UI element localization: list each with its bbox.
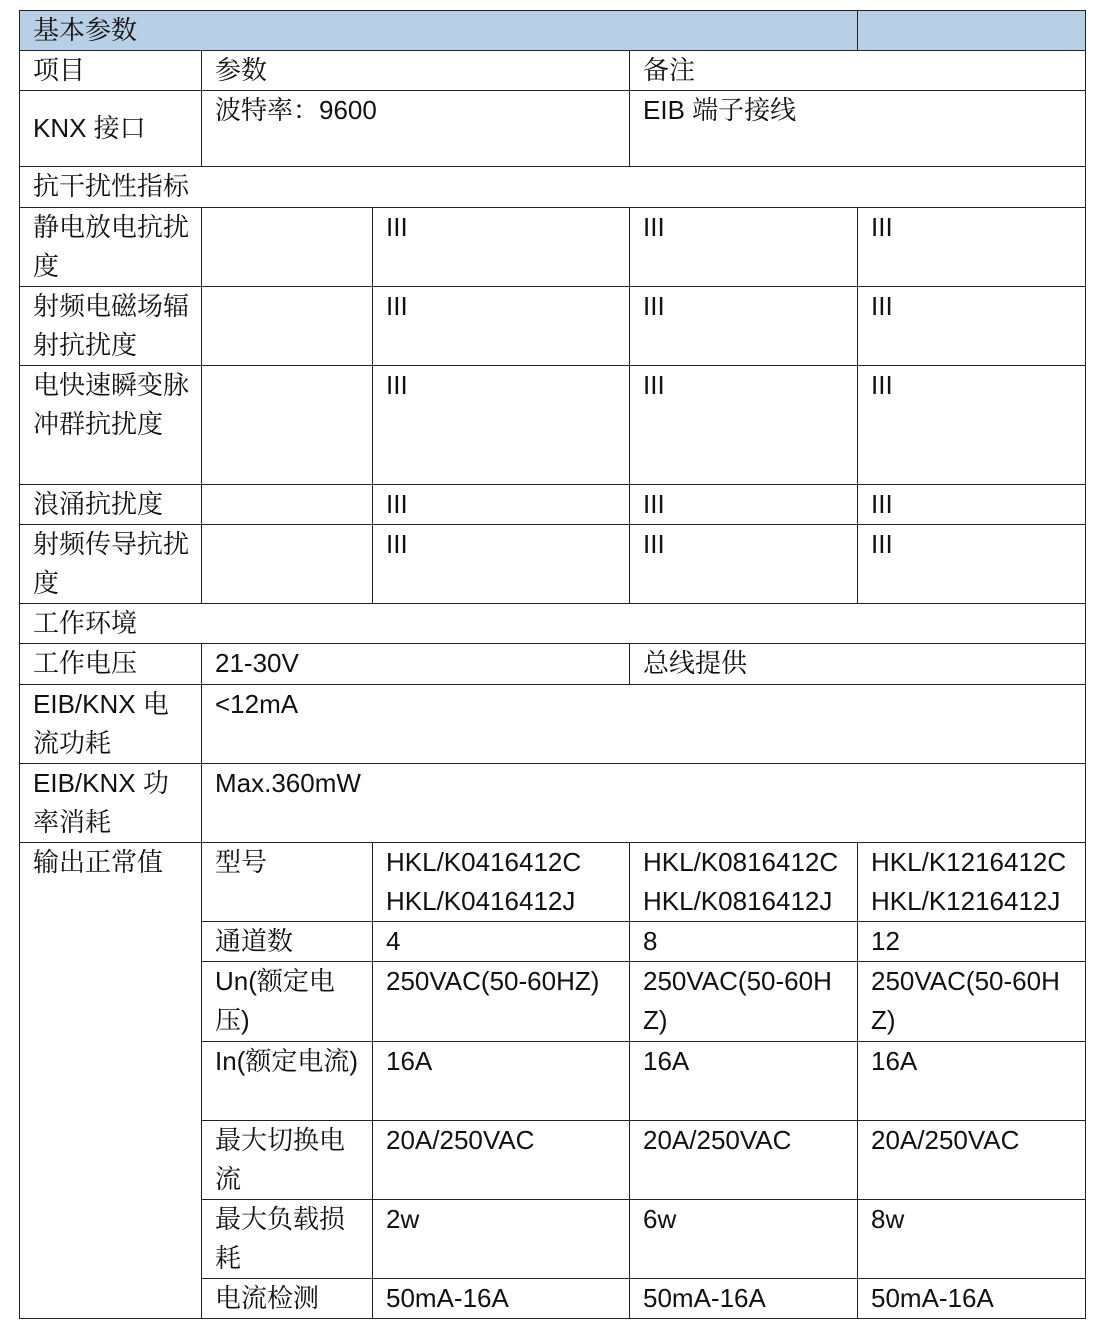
header-empty-cell bbox=[858, 11, 1086, 51]
output-value: 50mA-16A bbox=[373, 1279, 630, 1319]
emc-value: III bbox=[630, 287, 858, 366]
emc-value: III bbox=[858, 287, 1086, 366]
col-item: 项目 bbox=[20, 51, 202, 91]
emc-value: III bbox=[630, 525, 858, 604]
output-value: 16A bbox=[858, 1042, 1086, 1121]
emc-value: III bbox=[630, 485, 858, 525]
section-title-basic: 基本参数 bbox=[20, 11, 858, 51]
output-row-label: 最大负载损耗 bbox=[202, 1200, 373, 1279]
emc-blank bbox=[202, 485, 373, 525]
output-row-label: 通道数 bbox=[202, 922, 373, 962]
output-value: 16A bbox=[630, 1042, 858, 1121]
output-value: 250VAC(50-60HZ) bbox=[630, 962, 858, 1042]
output-value: HKL/K0816412C HKL/K0816412J bbox=[630, 843, 858, 922]
table-row bbox=[20, 485, 1086, 525]
emc-value: III bbox=[373, 287, 630, 366]
power-label: EIB/KNX 功率消耗 bbox=[20, 764, 202, 843]
output-value: 16A bbox=[373, 1042, 630, 1121]
output-value: 20A/250VAC bbox=[630, 1121, 858, 1200]
output-row-label: 型号 bbox=[202, 843, 373, 922]
section-title-env: 工作环境 bbox=[20, 604, 1086, 644]
knx-param: 波特率：9600 bbox=[202, 91, 630, 167]
emc-label: 电快速瞬变脉冲群抗扰度 bbox=[20, 366, 202, 485]
emc-value: III bbox=[858, 485, 1086, 525]
output-row-label: In(额定电流) bbox=[202, 1042, 373, 1121]
table-row bbox=[20, 366, 1086, 485]
output-value: 20A/250VAC bbox=[858, 1121, 1086, 1200]
output-value: 8w bbox=[858, 1200, 1086, 1279]
output-value: 50mA-16A bbox=[630, 1279, 858, 1319]
current-label: EIB/KNX 电流功耗 bbox=[20, 685, 202, 764]
voltage-note: 总线提供 bbox=[630, 644, 1086, 685]
output-value: 250VAC(50-60HZ) bbox=[373, 962, 630, 1042]
emc-blank bbox=[202, 525, 373, 604]
emc-value: III bbox=[858, 366, 1086, 485]
output-label: 输出正常值 bbox=[20, 843, 202, 1319]
voltage-value: 21-30V bbox=[202, 644, 630, 685]
output-value: HKL/K0416412C HKL/K0416412J bbox=[373, 843, 630, 922]
emc-label: 射频传导抗扰度 bbox=[20, 525, 202, 604]
voltage-label: 工作电压 bbox=[20, 644, 202, 685]
emc-value: III bbox=[858, 208, 1086, 287]
emc-label: 射频电磁场辐射抗扰度 bbox=[20, 287, 202, 366]
output-value: 20A/250VAC bbox=[373, 1121, 630, 1200]
emc-value: III bbox=[373, 366, 630, 485]
emc-value: III bbox=[373, 208, 630, 287]
output-value: 2w bbox=[373, 1200, 630, 1279]
power-value: Max.360mW bbox=[202, 764, 1086, 843]
col-note: 备注 bbox=[630, 51, 1086, 91]
col-param: 参数 bbox=[202, 51, 630, 91]
table-row bbox=[20, 287, 1086, 366]
emc-value: III bbox=[373, 525, 630, 604]
spec-table bbox=[19, 10, 1086, 1319]
output-value: 4 bbox=[373, 922, 630, 962]
output-row-label: 最大切换电流 bbox=[202, 1121, 373, 1200]
emc-label: 浪涌抗扰度 bbox=[20, 485, 202, 525]
knx-label: KNX 接口 bbox=[20, 91, 202, 167]
output-value: HKL/K1216412C HKL/K1216412J bbox=[858, 843, 1086, 922]
emc-blank bbox=[202, 287, 373, 366]
emc-label: 静电放电抗扰度 bbox=[20, 208, 202, 287]
output-row-label: 电流检测 bbox=[202, 1279, 373, 1319]
section-title-emc: 抗干扰性指标 bbox=[20, 167, 1086, 208]
output-row-label: Un(额定电压) bbox=[202, 962, 373, 1042]
table-row bbox=[20, 843, 1086, 922]
emc-blank bbox=[202, 208, 373, 287]
emc-value: III bbox=[630, 208, 858, 287]
current-value: <12mA bbox=[202, 685, 1086, 764]
emc-value: III bbox=[858, 525, 1086, 604]
output-value: 250VAC(50-60HZ) bbox=[858, 962, 1086, 1042]
output-value: 8 bbox=[630, 922, 858, 962]
knx-note: EIB 端子接线 bbox=[630, 91, 1086, 167]
output-value: 6w bbox=[630, 1200, 858, 1279]
output-value: 12 bbox=[858, 922, 1086, 962]
emc-blank bbox=[202, 366, 373, 485]
table-row bbox=[20, 208, 1086, 287]
emc-value: III bbox=[630, 366, 858, 485]
emc-value: III bbox=[373, 485, 630, 525]
table-row bbox=[20, 525, 1086, 604]
output-value: 50mA-16A bbox=[858, 1279, 1086, 1319]
